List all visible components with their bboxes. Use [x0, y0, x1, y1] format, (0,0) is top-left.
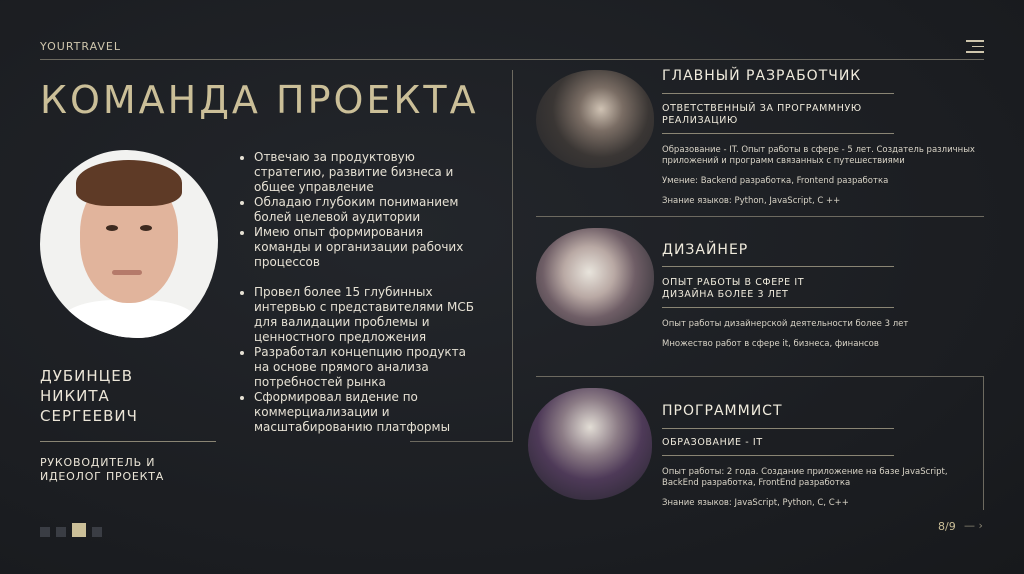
subtitle-line: ДИЗАЙНА БОЛЕЕ 3 ЛЕТ	[662, 289, 789, 300]
person-role-line: ИДЕОЛОГ ПРОЕКТА	[40, 470, 165, 483]
person-name-line: ДУБИНЦЕВ	[40, 367, 134, 385]
subtitle-line: ОПЫТ РАБОТЫ В СФЕРЕ IT	[662, 277, 805, 288]
designer-experience: Опыт работы дизайнерской деятельности более 3 лет	[662, 319, 909, 329]
person-name	[40, 366, 138, 426]
bullet-item: • Сформировал видение по коммерциализации и масштабированию платформы	[254, 390, 480, 435]
page-dot[interactable]	[92, 527, 102, 537]
page-title: КОМАНДА ПРОЕКТА	[40, 78, 479, 122]
person-name-line: НИКИТА	[40, 387, 110, 405]
brand-logo[interactable]: YOURTRAVEL	[40, 40, 122, 53]
programmer-experience: Опыт работы: 2 года. Создание приложение на базе JavaScript, BackEnd разработка, FrontEnd разработка	[662, 467, 948, 488]
designer-title: ДИЗАЙНЕР	[662, 242, 749, 258]
card-separator	[536, 216, 984, 217]
achievements-list	[240, 150, 480, 435]
page-number: 8/9	[938, 520, 956, 533]
person-role	[40, 456, 164, 484]
bullet-item: • Отвечаю за продуктовую стратегию, развитие бизнеса и общее управление	[254, 150, 480, 195]
lead-developer-image	[536, 70, 654, 168]
lead-developer-languages: Знание языков: Python, JavaScript, C ++	[662, 196, 841, 206]
lead-developer-subtitle	[662, 103, 862, 127]
page-dot[interactable]	[40, 527, 50, 537]
programmer-languages: Знание языков: JavaScript, Python, C, C++	[662, 498, 849, 508]
lead-developer-title: ГЛАВНЫЙ РАЗРАБОТЧИК	[662, 68, 862, 84]
next-arrow-icon[interactable]: — ›	[964, 519, 983, 532]
column-divider	[512, 70, 513, 442]
card-separator	[536, 376, 984, 377]
card-divider	[662, 307, 894, 308]
designer-image	[536, 228, 654, 326]
subtitle-line: ОБРАЗОВАНИЕ - IT	[662, 437, 763, 448]
person-name-line: СЕРГЕЕВИЧ	[40, 407, 138, 425]
bullet-item: • Имею опыт формирования команды и организации рабочих процессов	[254, 225, 480, 270]
designer-portfolio: Множество работ в сфере it, бизнеса, финансов	[662, 339, 879, 349]
slide-pagination	[40, 518, 108, 537]
card-divider	[662, 133, 894, 134]
header-divider	[40, 59, 984, 60]
bullet-item: • Обладаю глубоким пониманием болей целевой аудитории	[254, 195, 480, 225]
subtitle-line: РЕАЛИЗАЦИЮ	[662, 115, 738, 126]
subtitle-line: ОТВЕТСТВЕННЫЙ ЗА ПРОГРАММНУЮ	[662, 103, 862, 114]
programmer-subtitle	[662, 437, 763, 449]
bullet-item: • Разработал концепцию продукта на основе прямого анализа потребностей рынка	[254, 345, 480, 390]
lead-developer-education: Образование - IT. Опыт работы в сфере - 5 лет. Создатель различных приложений и программ связанных с путешествиями	[662, 145, 975, 166]
page-dot[interactable]	[56, 527, 66, 537]
menu-icon[interactable]	[966, 40, 984, 54]
designer-subtitle	[662, 277, 804, 301]
card-divider	[662, 455, 894, 456]
page-dot-active[interactable]	[72, 523, 86, 537]
person-role-line: РУКОВОДИТЕЛЬ И	[40, 456, 156, 469]
bullet-item: • Провел более 15 глубинных интервью с представителями МСБ для валидации проблемы и ценностного предложения	[254, 285, 480, 345]
lead-developer-skills: Умение: Backend разработка, Frontend разработка	[662, 176, 889, 186]
column-divider-foot	[410, 441, 512, 442]
card-divider	[662, 266, 894, 267]
name-divider	[40, 441, 216, 442]
card-divider	[662, 93, 894, 94]
person-photo	[40, 150, 218, 338]
programmer-image	[528, 388, 652, 500]
card-divider	[662, 428, 894, 429]
card-separator-vertical	[983, 376, 984, 510]
programmer-title: ПРОГРАММИСТ	[662, 403, 783, 419]
